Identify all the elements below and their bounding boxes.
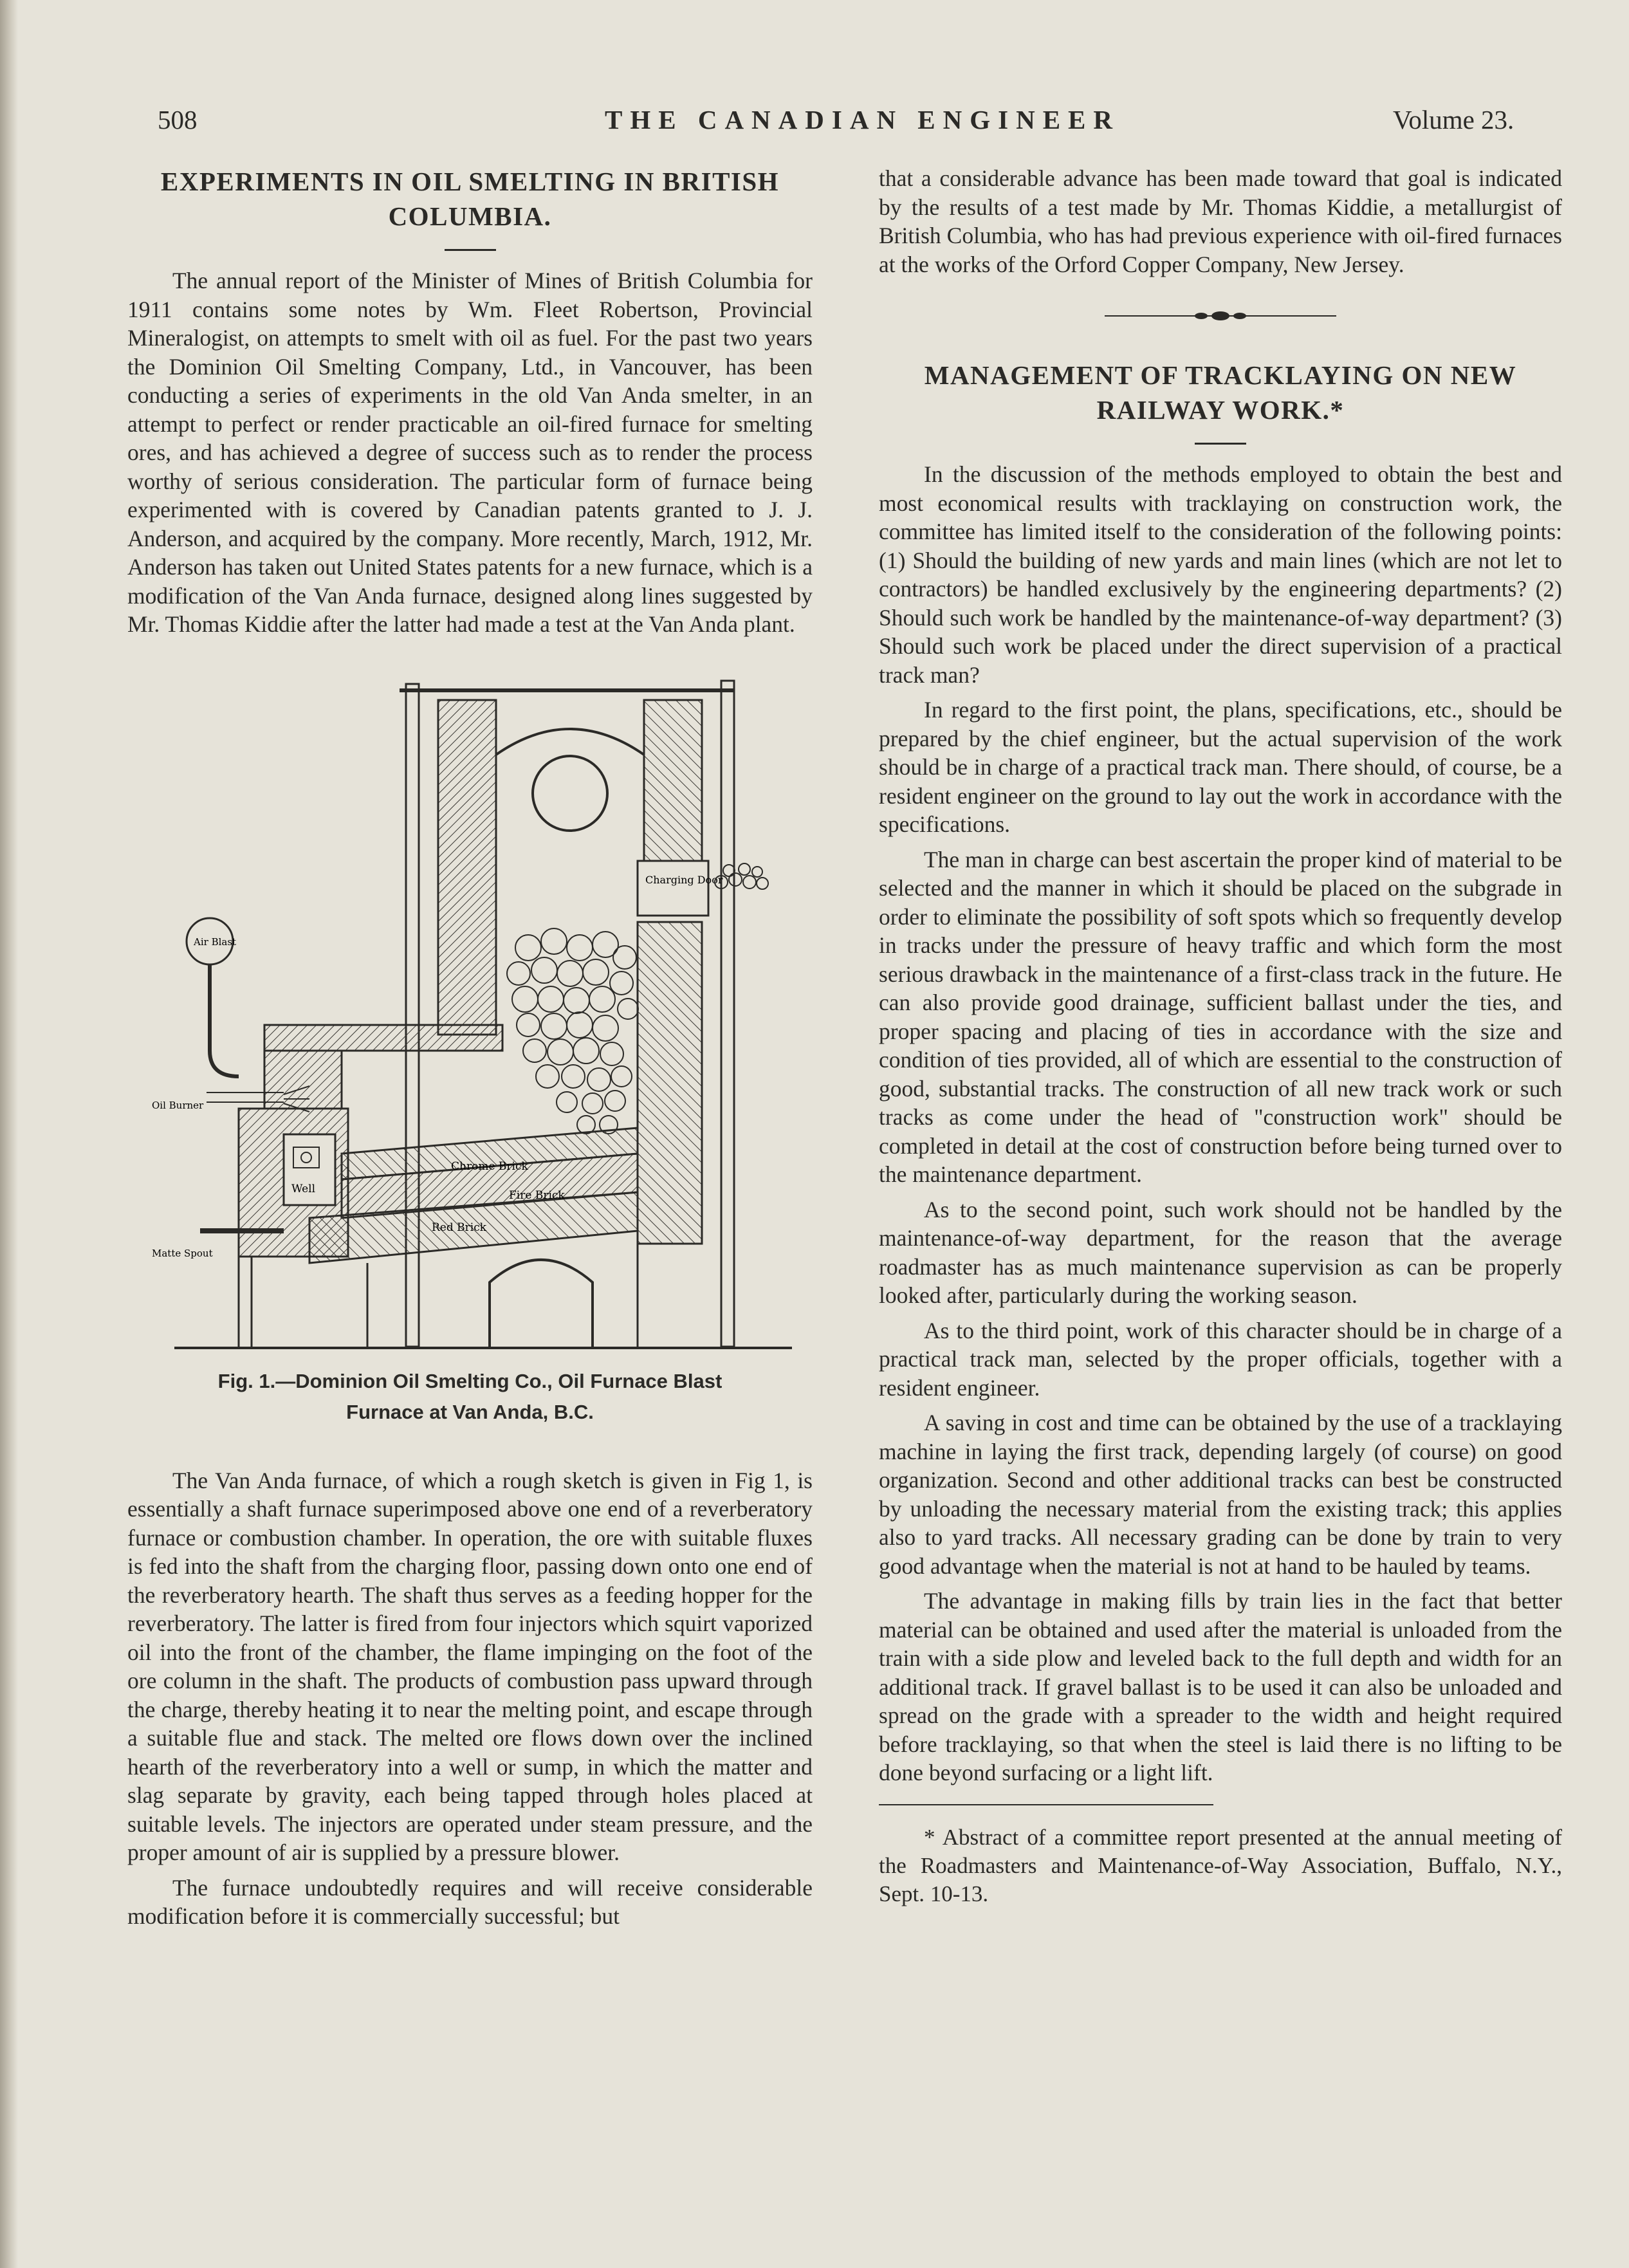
title-rule — [1195, 443, 1246, 445]
well-label: Well — [291, 1182, 315, 1195]
furnace-sketch — [149, 665, 792, 1366]
footnote-rule — [879, 1804, 1213, 1805]
red-brick-label: Red Brick — [431, 1221, 486, 1234]
page-number: 508 — [158, 105, 198, 134]
caption-line-1: Fig. 1.—Dominion Oil Smelting Co., Oil Furnace Blast — [217, 1369, 722, 1392]
footnote: * Abstract of a committee report presented at the annual meeting of the Roadmasters and Maintenance-of-Way Association, Buffalo, N.Y., Sept. 10-13. — [879, 1824, 1562, 1906]
section-ornament — [1105, 309, 1336, 326]
air-blast-label: Air Blast — [193, 936, 236, 948]
caption-line-2: Furnace at Van Anda, B.C. — [346, 1400, 594, 1423]
article2-paragraph: As to the third point, work of this character should be in charge of a practical track man, selected by the proper officials, together with a resident engineer. — [879, 1317, 1562, 1401]
chrome-brick-label: Chrome Brick — [450, 1159, 528, 1173]
article1-continuation: that a considerable advance has been made toward that goal is indicated by the results of a test made by Mr. Thomas Kiddie, a metallurgist of British Columbia, who has had previous experience with oil-fired furnaces at the works of the Orford Copper Company, New Jersey. — [879, 165, 1562, 277]
title-rule — [445, 249, 496, 251]
page-binding-edge — [0, 0, 18, 2268]
article1-title: EXPERIMENTS IN OIL SMELTING IN BRITISH COLUMBIA. — [160, 167, 780, 231]
article2-paragraph: As to the second point, such work should not be handled by the maintenance-of-way department, for the reason that the average roadmaster has as much maintenance supervision as can be properly looked after, particularly during the working season. — [879, 1196, 1562, 1308]
article1-paragraph: The annual report of the Minister of Mines of British Columbia for 1911 contains some notes by Wm. Fleet Robertson, Provincial Mineralogist, on attempts to smelt with oil as fuel. For the past two years the Dominion Oil Smelting Company, Ltd., in Vancouver, has been conducting a series of experiments in the old Van Anda smelter, in an attempt to perfect or render practicable an oil-fired furnace for smelting ores, and has achieved a degree of success such as to render the process worthy of serious consideration. The particular form of furnace being experimented with is covered by Canadian patents granted to J. J. Anderson, and acquired by the company. More recently, March, 1912, Mr. Anderson has taken out United States patents for a new furnace, which is a modification of the Van Anda furnace, designed along lines suggested by Mr. Thomas Kiddie after the latter had made a test at the Van Anda plant. — [127, 268, 813, 637]
article2-paragraph: In regard to the first point, the plans, specifications, etc., should be prepared by the chief engineer, but the actual supervision of the work should be in charge of a practical track man. There should, of course, be a resident engineer on the ground to lay out the work in accordance with the specifications. — [879, 697, 1562, 837]
ornament-divider — [1105, 309, 1336, 322]
article1-paragraph: The furnace undoubtedly requires and will receive considerable modification before it is commercially successful; but — [127, 1874, 813, 1929]
article1-paragraph: The Van Anda furnace, of which a rough sketch is given in Fig 1, is essentially a shaft furnace superimposed above one end of a reverberatory furnace or combustion chamber. In operation, the ore with suitable fluxes is fed into the shaft from the charging floor, passing down onto one end of the reverberatory hearth. The shaft thus serves as a feeding hopper for the reverberatory. The latter is fired from four injectors which squirt vaporized oil into the front of the chamber, the flame impinging on the foot of the ore column in the shaft. The products of combustion pass upward through the charge, thereby heating it to near the melting point, and escape through a suitable flue and stack. The melted ore flows down over the inclined hearth of the reverberatory into a well or sump, in which the matter and slag separate by gravity, each being tapped through holes placed at suitable levels. The injectors are operated under steam pressure, and the proper amount of air is supplied by a pressure blower. — [127, 1467, 813, 1865]
article2-paragraph: In the discussion of the methods employed to obtain the best and most economical results with tracklaying on construction work, the committee has limited itself to the consideration of the following points: (1) Should the building of new yards and main lines (which are not let to contractors) be handled exclusively by the engineering departments? (2) Should such work be handled by the maintenance-of-way department? (3) Should such work be placed under the direct supervision of a practical track man? — [879, 461, 1562, 688]
right-column — [879, 164, 1562, 1908]
article2-title: MANAGEMENT OF TRACKLAYING ON NEW RAILWAY WORK.* — [924, 360, 1517, 425]
charging-door-label: Charging Door — [645, 873, 722, 886]
article2-paragraph: A saving in cost and time can be obtained by the use of a tracklaying machine in laying the first track, depending largely (of course) on good organization. Second and other additional tracks can best be constructed by unloading the necessary material from the existing track; this applies also to yard tracks. All necessary grading can be done by train to very good advantage when the material is not at hand to be hauled by teams. — [879, 1410, 1562, 1579]
fire-brick-label: Fire Brick — [508, 1188, 565, 1202]
left-column — [127, 164, 813, 1931]
furnace-figure — [149, 665, 792, 1366]
figure-caption — [127, 1366, 813, 1428]
matte-spout-label: Matte Spout — [151, 1247, 213, 1259]
article2-paragraph: The man in charge can best ascertain the proper kind of material to be selected and the manner in which it should be placed on the subgrade in order to eliminate the possibility of soft spots which so frequently develop in tracks under the pressure of heavy traffic and which form the most serious drawback in the maintenance of a first-class track in the future. He can also provide good drainage, sufficient ballast under the ties, and proper spacing and placing of ties in accordance with the size and condition of ties provided, all of which are essential to the construction of good, substantial tracks. The construction of all new track work or such tracks as come under the head of "construction work" should be completed in detail at the cost of construction before being turned over to the maintenance department. — [879, 846, 1562, 1187]
journal-title: THE CANADIAN ENGINEER — [605, 105, 1121, 134]
article2-paragraph: The advantage in making fills by train lies in the fact that better material can be obtained and used after the material is unloaded from the train with a side plow and leveled back to the full depth and width for an additional track. If gravel ballast is to be used it can also be unloaded and spread on the grade with a spreader to the width and height required before tracklaying, so that when the steel is laid there is no lifting to be done beyond surfacing or a light lift. — [879, 1588, 1562, 1785]
volume-label: Volume 23. — [1393, 105, 1514, 134]
oil-burner-label: Oil Burner — [151, 1099, 203, 1111]
